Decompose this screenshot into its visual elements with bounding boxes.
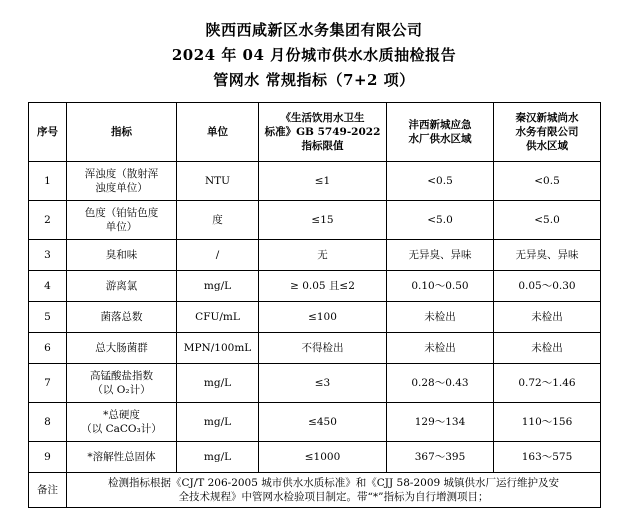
table-remark-row	[29, 473, 601, 508]
cell-area-1: 367～395	[387, 442, 494, 473]
cell-unit: CFU/mL	[177, 302, 259, 333]
cell-index	[67, 162, 177, 201]
cell-no: 1	[29, 162, 67, 201]
column-header-index: 指标	[67, 103, 177, 162]
column-header-area-2-line-2: 水务有限公司	[515, 126, 579, 138]
remark-text	[67, 473, 601, 508]
table-row	[29, 364, 601, 403]
cell-limit: ≤1	[259, 162, 387, 201]
cell-no: 4	[29, 271, 67, 302]
cell-no: 6	[29, 333, 67, 364]
cell-index: 菌落总数	[67, 302, 177, 333]
table-row	[29, 403, 601, 442]
column-header-area-2-line-1: 秦汉新城尚水	[515, 112, 579, 124]
cell-unit: mg/L	[177, 364, 259, 403]
table-header-row	[29, 103, 601, 162]
water-quality-table	[28, 102, 601, 508]
cell-area-2: <0.5	[494, 162, 601, 201]
cell-area-2: <5.0	[494, 201, 601, 240]
cell-index-line-1: 浑浊度（散射浑	[84, 168, 159, 180]
cell-index	[67, 364, 177, 403]
cell-limit: ≤1000	[259, 442, 387, 473]
remark-label: 备注	[29, 473, 67, 508]
cell-limit: 不得检出	[259, 333, 387, 364]
cell-area-1: 129～134	[387, 403, 494, 442]
cell-index-line-2: 单位）	[105, 221, 138, 233]
column-header-limit-line-3: 指标限值	[301, 140, 344, 152]
report-title-block	[28, 18, 600, 93]
cell-unit: mg/L	[177, 403, 259, 442]
remark-line-1: 检测指标根据《CJ/T 206-2005 城市供水水质标准》和《CJJ 58-2009 城镇供水厂运行维护及安	[107, 477, 560, 489]
cell-area-2: 未检出	[494, 333, 601, 364]
cell-no: 5	[29, 302, 67, 333]
table-row	[29, 201, 601, 240]
remark-line-2: 全技术规程》中管网水检验项目制定。带“*”指标为自行增测项目；	[178, 491, 489, 503]
column-header-limit	[259, 103, 387, 162]
column-header-no: 序号	[29, 103, 67, 162]
column-header-area-2-line-3: 供水区域	[526, 140, 568, 152]
cell-area-1: <5.0	[387, 201, 494, 240]
cell-area-1: 0.28～0.43	[387, 364, 494, 403]
cell-area-2: 0.72～1.46	[494, 364, 601, 403]
cell-index: *溶解性总固体	[67, 442, 177, 473]
cell-no: 7	[29, 364, 67, 403]
cell-index-line-1: 高锰酸盐指数	[90, 370, 153, 382]
table-row	[29, 442, 601, 473]
cell-index-line-2: （以 CaCO₃计）	[81, 423, 162, 435]
cell-limit: ≥ 0.05 且≤2	[259, 271, 387, 302]
column-header-area-1	[387, 103, 494, 162]
table-row	[29, 302, 601, 333]
cell-unit: NTU	[177, 162, 259, 201]
cell-no: 3	[29, 240, 67, 271]
table-row	[29, 162, 601, 201]
cell-area-2: 110～156	[494, 403, 601, 442]
cell-unit: mg/L	[177, 271, 259, 302]
cell-area-2: 163～575	[494, 442, 601, 473]
cell-unit: /	[177, 240, 259, 271]
cell-index-line-1: *总硬度	[103, 409, 140, 421]
cell-limit: ≤15	[259, 201, 387, 240]
cell-index: 总大肠菌群	[67, 333, 177, 364]
cell-area-1: 未检出	[387, 302, 494, 333]
column-header-area-1-line-1: 沣西新城应急	[408, 119, 472, 131]
column-header-area-1-line-2: 水厂供水区域	[408, 133, 472, 145]
cell-index: 游离氯	[67, 271, 177, 302]
cell-area-2: 0.05～0.30	[494, 271, 601, 302]
table-row	[29, 271, 601, 302]
cell-unit: mg/L	[177, 442, 259, 473]
column-header-limit-line-2: 标准》GB 5749-2022	[264, 126, 381, 138]
cell-index: 臭和味	[67, 240, 177, 271]
cell-index-line-1: 色度（铂钴色度	[84, 207, 159, 219]
cell-limit: ≤450	[259, 403, 387, 442]
page-title-line-2: 2024 年 04 月份城市供水水质抽检报告	[171, 46, 457, 64]
cell-limit: 无	[259, 240, 387, 271]
page-title-line-3: 管网水 常规指标（7+2 项）	[213, 71, 415, 89]
cell-area-1: 无异臭、异味	[387, 240, 494, 271]
column-header-limit-line-1: 《生活饮用水卫生	[280, 112, 365, 124]
cell-index-line-2: 浊度单位）	[95, 182, 148, 194]
table-body	[29, 162, 601, 508]
cell-unit: MPN/100mL	[177, 333, 259, 364]
cell-limit: ≤3	[259, 364, 387, 403]
page-title-line-1: 陕西西咸新区水务集团有限公司	[205, 21, 423, 39]
cell-index-line-2: （以 O₂计）	[92, 384, 151, 396]
cell-limit: ≤100	[259, 302, 387, 333]
cell-area-1: <0.5	[387, 162, 494, 201]
cell-index	[67, 403, 177, 442]
table-row	[29, 333, 601, 364]
cell-no: 9	[29, 442, 67, 473]
cell-no: 8	[29, 403, 67, 442]
cell-unit: 度	[177, 201, 259, 240]
cell-area-2: 未检出	[494, 302, 601, 333]
column-header-area-2	[494, 103, 601, 162]
cell-index	[67, 201, 177, 240]
table-header	[29, 103, 601, 162]
cell-area-1: 0.10～0.50	[387, 271, 494, 302]
table-row	[29, 240, 601, 271]
column-header-unit: 单位	[177, 103, 259, 162]
cell-area-1: 未检出	[387, 333, 494, 364]
cell-area-2: 无异臭、异味	[494, 240, 601, 271]
cell-no: 2	[29, 201, 67, 240]
